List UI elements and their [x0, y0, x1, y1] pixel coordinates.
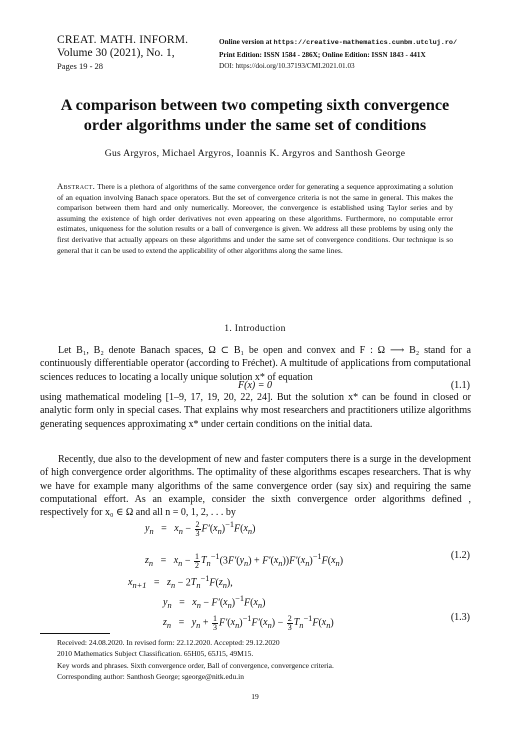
keywords: Key words and phrases. Sixth convergence order, Ball of convergence, convergence criteria. [57, 660, 334, 670]
footnotes [57, 637, 477, 683]
section-heading: 1. Introduction [224, 323, 286, 334]
title-line-2: order algorithms under the same set of conditions [83, 116, 427, 134]
eq-1-3-line-1: $y_n = x_n - F'(x_n)^{-1}F(x_n)$ [163, 594, 266, 611]
pages-range: Pages 19 - 28 [57, 61, 104, 71]
equation-number-1-3: (1.3) [450, 612, 470, 623]
eq-1-2-line-2: $z_n = x_n$ − $\frac{1}{2}$ $T_n^{-1}(3F'(y_n) + F'(x_n))F'(x_n)^{-1}F(x_n)$ [145, 551, 344, 570]
footnote-rule [40, 633, 110, 634]
equation-number-1-2: (1.2) [450, 550, 470, 561]
page-number: 19 [251, 692, 259, 701]
equation-1-1: F(x) = 0 [238, 380, 272, 391]
online-url-link[interactable]: https://creative-mathematics.cunbm.utcluj.ro/ [273, 39, 458, 47]
publication-info [219, 37, 457, 73]
received-dates: Received: 24.08.2020. In revised form: 22.12.2020. Accepted: 29.12.2020 [57, 638, 280, 647]
abstract-label: Abstract. [57, 181, 96, 191]
intro-paragraph-1: Let B₁, B₂ denote Banach spaces, Ω ⊂ B₁ be open and convex and F : Ω ⟶ B₂ stand for a continuously differentiable operator (according to Fréchet). A multitude of applications from computational sciences reduces to locating a locally unique solution x* of equation [40, 345, 471, 383]
title-line-1: A comparison between two competing sixth convergence [60, 96, 450, 114]
journal-header [57, 34, 188, 73]
doi-link[interactable]: DOI: https://doi.org/10.37193/CMI.2021.01.03 [219, 62, 355, 70]
online-label: Online version at [219, 38, 272, 46]
volume-line: Volume 30 (2021), No. 1, [57, 47, 175, 59]
eq-1-3-line-2: $z_n = y_n$ + $\frac{1}{3}$ $F'(x_n)^{-1}F'(x_n)$ − $\frac{2}{3}$ $T_n^{-1}F(x_n)$ [163, 613, 334, 632]
intro-paragraph-2: using mathematical modeling [1–9, 17, 19, 20, 22, 24]. But the solution x* can be found in closed or analytic form only in special cases. That explains why most researchers and practitioners utilize algorithms generating sequences approximating x* under certain conditions on the initial data. [40, 392, 471, 430]
abstract-text: There is a plethora of algorithms of the same convergence order for generating a sequence approximating a solution of an equation involving Banach space operators. But the set of convergence criteria is not the same in general. This makes the comparison between them hard and only numerically. Moreover, the convergence is established using Taylor series and by assuming the existence of high order derivatives not even appearing on these algorithms. Furthermore, no computable error estimates, uniqueness for the solution results or a ball of convergence is given. We address all these problems by using only the first derivative that actually appears on these algorithms and under the same set of convergence conditions. Our technique is so general that it can be used to extend the applicability of other algorithms along the same lines. [57, 182, 453, 255]
abstract [57, 181, 453, 256]
equation-number-1-1: (1.1) [450, 380, 470, 391]
paper-title [40, 95, 470, 135]
author-list: Gus Argyros, Michael Argyros, Ioannis K. Argyros and Santhosh George [104, 148, 406, 159]
eq-1-2-line-1: $y_n = x_n$ − $\frac{2}{3}$ $F'(x_n)^{-1}F(x_n)$ [145, 519, 256, 538]
msc-classification: 2010 Mathematics Subject Classification. 65H05, 65J15, 49M15. [57, 649, 254, 659]
intro-paragraph-3: Recently, due also to the development of new and faster computers there is a surge in the development of high convergence order algorithms. The optimality of these algorithms escapes researchers. That is why we have for example many algorithms of the same convergence order (say six) and requiring the same computational effort. As an example, consider the sixth convergence order algorithms defined , respectively for x₀ ∈ Ω and all n = 0, 1, 2, . . . by [40, 454, 471, 519]
issn-line: Print Edition: ISSN 1584 - 286X; Online Edition: ISSN 1843 - 441X [219, 50, 426, 59]
corresponding-author: Corresponding author: Santhosh George; sgeorge@nitk.edu.in [57, 672, 245, 682]
journal-name: CREAT. MATH. INFORM. [57, 34, 189, 46]
eq-1-2-line-3: $x_{n+1} = z_n - 2T_n^{-1}F(z_n)$, [128, 574, 233, 591]
online-version-line [219, 37, 457, 50]
